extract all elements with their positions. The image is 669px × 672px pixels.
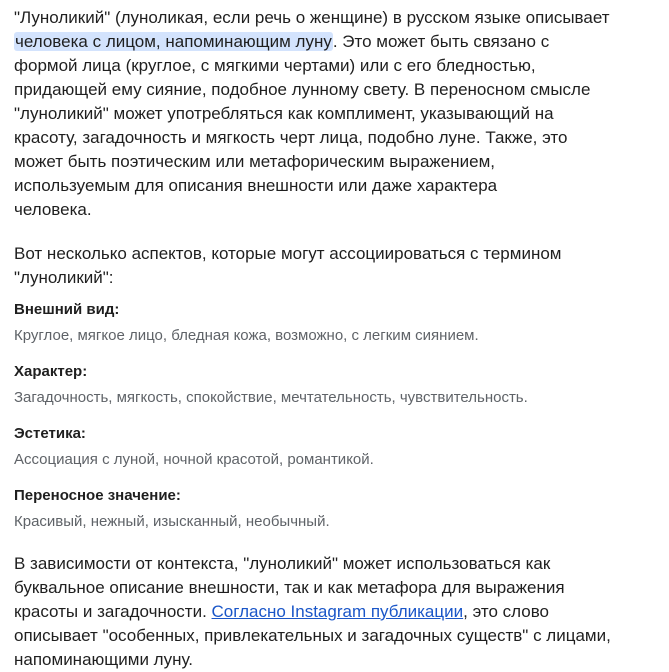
aspect-description: Загадочность, мягкость, спокойствие, мечтательность, чувствительность.: [14, 389, 528, 406]
aspect-item: [14, 486, 664, 532]
aspect-description: Круглое, мягкое лицо, бледная кожа, возможно, с легким сиянием.: [14, 327, 479, 344]
highlighted-phrase[interactable]: человека с лицом, напоминающим луну: [15, 32, 332, 51]
aspect-title: Эстетика:: [14, 425, 86, 442]
aspects-intro: Вот несколько аспектов, которые могут ассоциироваться с термином "луноликий":: [14, 244, 562, 287]
conclusion-paragraph: [14, 552, 664, 672]
intro-text-start: "Луноликий" (луноликая, если речь о женщине) в русском языке описывает: [14, 8, 610, 27]
aspect-description: Ассоциация с луной, ночной красотой, романтикой.: [14, 451, 374, 468]
aspect-item: [14, 300, 664, 346]
instagram-source-link[interactable]: Согласно Instagram публикации: [211, 602, 464, 621]
intro-paragraph: [14, 6, 664, 222]
response-content: [14, 6, 664, 672]
aspect-description: Красивый, нежный, изысканный, необычный.: [14, 513, 330, 530]
conclusion-text-end: , это слово описывает "особенных, привлекательных и загадочных существ" с лицами, напоминающими луну.: [14, 602, 611, 669]
aspect-title: Характер:: [14, 363, 88, 380]
aspect-title: Внешний вид:: [14, 301, 120, 318]
conclusion-text-start: В зависимости от контекста, "луноликий" может использоваться как буквальное описание внешности, так и как метафора для выражения красоты и загадочности.: [14, 554, 565, 621]
aspect-item: [14, 362, 664, 408]
aspects-list: [14, 300, 664, 532]
aspect-title: Переносное значение:: [14, 487, 181, 504]
aspect-item: [14, 424, 664, 470]
intro-text-end: . Это может быть связано с формой лица (круглое, с мягкими чертами) или с его бледностью, придающей ему сияние, подобное лунному свету. В переносном смысле "луноликий" может употребляться как комплимент, указывающий на красоту, загадочность и мягкость черт лица, подобно луне. Также, это может быть поэтическим или метафорическим выражением, используемым для описания внешности или даже характера человека.: [14, 32, 591, 219]
